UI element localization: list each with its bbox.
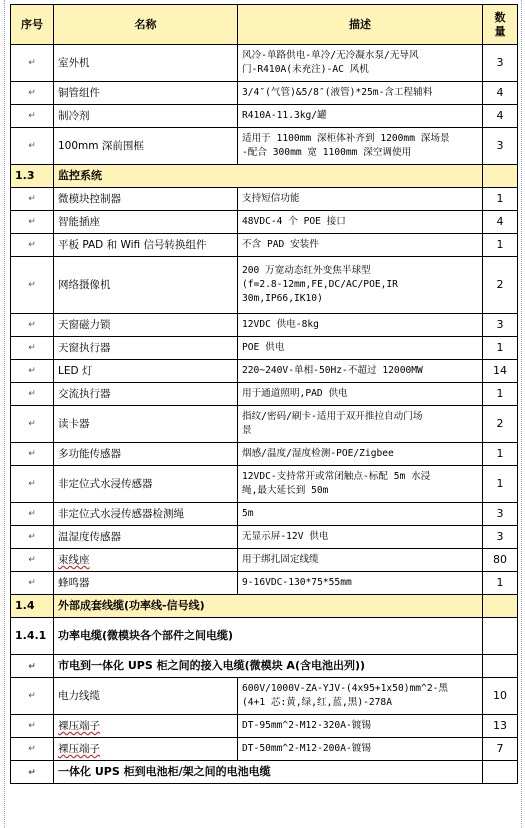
row-index-cell <box>11 549 54 572</box>
item-description-cell <box>238 211 483 234</box>
item-quantity: 13 <box>493 719 507 732</box>
item-name-cell <box>54 188 238 211</box>
row-return-mark: ↵ <box>28 320 36 330</box>
description-line: -配合 300mm 宽 1100mm 深空调使用 <box>242 147 412 158</box>
row-return-mark: ↵ <box>28 88 36 98</box>
item-name-cell <box>54 526 238 549</box>
header-index: 序号 <box>11 5 54 45</box>
item-description-cell <box>238 406 483 443</box>
row-return-mark: ↵ <box>28 240 36 250</box>
item-quantity-cell <box>483 257 518 314</box>
description-line: 9-16VDC-130*75*55mm <box>242 577 352 588</box>
item-quantity-cell <box>483 443 518 466</box>
item-quantity-cell <box>483 549 518 572</box>
right-margin-guide <box>521 0 522 828</box>
item-description-cell <box>238 314 483 337</box>
group-qty-cell <box>483 761 518 784</box>
item-name-cell <box>54 572 238 595</box>
table-row <box>11 188 518 211</box>
item-name: 蜂鸣器 <box>58 577 90 589</box>
item-name: 交流执行器 <box>58 388 111 400</box>
row-return-mark: ↵ <box>28 343 36 353</box>
item-name-cell <box>54 406 238 443</box>
item-quantity-cell <box>483 466 518 503</box>
header-quantity: 数 量 <box>483 5 518 45</box>
item-name-cell <box>54 549 238 572</box>
description-line: 600V/1000V-ZA-YJV-(4x95+1x50)mm^2-黑 <box>242 683 448 694</box>
item-quantity-cell <box>483 383 518 406</box>
item-description-cell <box>238 383 483 406</box>
item-name: 室外机 <box>58 57 90 69</box>
item-quantity-cell <box>483 337 518 360</box>
item-name: 智能插座 <box>58 216 100 228</box>
item-quantity-cell <box>483 715 518 738</box>
row-index-cell <box>11 257 54 314</box>
row-index-cell <box>11 526 54 549</box>
item-quantity: 3 <box>496 507 504 520</box>
item-name: 天窗执行器 <box>58 342 111 354</box>
item-name: 铜管组件 <box>58 87 100 99</box>
item-quantity: 7 <box>496 742 504 755</box>
section-title-cell <box>54 165 483 188</box>
item-name-cell <box>54 383 238 406</box>
group-qty-cell <box>483 655 518 678</box>
description-line: 用于绑扎固定线缆 <box>242 554 319 565</box>
row-index-cell <box>11 211 54 234</box>
item-name: 平板 PAD 和 Wifi 信号转换组件 <box>58 239 207 251</box>
item-name: 非定位式水浸传感器检测绳 <box>58 508 184 520</box>
description-line: 用于通道照明,PAD 供电 <box>242 388 348 399</box>
item-quantity-cell <box>483 82 518 105</box>
item-name-cell <box>54 738 238 761</box>
description-line: 12VDC 供电-8kg <box>242 319 319 330</box>
description-line: DT-95mm^2-M12-320A-镀锡 <box>242 720 371 731</box>
row-index-cell <box>11 383 54 406</box>
item-name-cell <box>54 360 238 383</box>
row-return-mark: ↵ <box>28 479 36 489</box>
item-name: 束线座 <box>58 554 90 566</box>
item-quantity: 1 <box>496 238 504 251</box>
row-index-cell <box>11 234 54 257</box>
group-title: 市电到一体化 UPS 柜之间的接入电缆(微模块 A(含电池出列)) <box>58 659 366 672</box>
row-index-cell <box>11 738 54 761</box>
row-index-cell <box>11 715 54 738</box>
table-row <box>11 128 518 165</box>
description-line: 48VDC-4 个 POE 接口 <box>242 216 346 227</box>
subsection-qty-cell <box>483 618 518 655</box>
subsection-title: 功率电缆(微模块各个部件之间电缆) <box>58 629 234 642</box>
table-row <box>11 595 518 618</box>
item-quantity: 1 <box>496 387 504 400</box>
description-line: 风冷-单路供电-单冷/无冷凝水泵/无导风 <box>242 50 419 61</box>
table-row <box>11 360 518 383</box>
header-name: 名称 <box>54 5 238 45</box>
table-row <box>11 257 518 314</box>
group-index-cell <box>11 655 54 678</box>
item-name-cell <box>54 466 238 503</box>
item-quantity-cell <box>483 211 518 234</box>
subsection-number: 1.4.1 <box>15 629 47 642</box>
item-quantity: 80 <box>493 553 507 566</box>
row-return-mark: ↵ <box>28 691 36 701</box>
row-return-mark: ↵ <box>28 419 36 429</box>
equipment-table <box>10 4 518 784</box>
row-return-mark: ↵ <box>28 555 36 565</box>
item-quantity: 1 <box>496 447 504 460</box>
description-line: 220~240V-单相-50Hz-不超过 12000MW <box>242 365 423 376</box>
item-quantity-cell <box>483 503 518 526</box>
item-description-cell <box>238 503 483 526</box>
item-quantity: 2 <box>496 417 504 430</box>
description-line: 景 <box>242 425 252 436</box>
item-quantity: 1 <box>496 477 504 490</box>
row-index-cell <box>11 105 54 128</box>
item-description-cell <box>238 337 483 360</box>
item-quantity-cell <box>483 105 518 128</box>
section-title-cell <box>54 595 483 618</box>
item-description-cell <box>238 188 483 211</box>
table-row <box>11 466 518 503</box>
row-return-mark: ↵ <box>28 389 36 399</box>
row-return-mark: ↵ <box>28 141 36 151</box>
table-row <box>11 211 518 234</box>
item-quantity: 4 <box>496 215 504 228</box>
table-row <box>11 715 518 738</box>
row-return-mark: ↵ <box>28 449 36 459</box>
row-index-cell <box>11 443 54 466</box>
table-row <box>11 503 518 526</box>
item-quantity: 1 <box>496 192 504 205</box>
subsection-number-cell <box>11 618 54 655</box>
section-number-cell <box>11 595 54 618</box>
description-line: 烟感/温度/湿度检测-POE/Zigbee <box>242 448 394 459</box>
group-title-cell <box>54 655 483 678</box>
table-row <box>11 314 518 337</box>
description-line: 3/4″(气管)&5/8″(液管)*25m-含工程辅料 <box>242 87 433 98</box>
row-return-mark: ↵ <box>28 578 36 588</box>
item-name-cell <box>54 337 238 360</box>
table-row <box>11 761 518 784</box>
section-qty-cell <box>483 165 518 188</box>
row-return-mark: ↵ <box>28 509 36 519</box>
description-line: (4+1 芯:黄,绿,红,蓝,黑)-278A <box>242 697 392 708</box>
item-name-cell <box>54 503 238 526</box>
table-row <box>11 572 518 595</box>
item-quantity: 4 <box>496 109 504 122</box>
item-quantity: 10 <box>493 689 507 702</box>
description-line: 200 万宽动态红外变焦半球型 <box>242 265 371 276</box>
item-description-cell <box>238 572 483 595</box>
table-row <box>11 383 518 406</box>
section-title: 外部成套线缆(功率线-信号线) <box>58 599 205 612</box>
table-row <box>11 678 518 715</box>
item-quantity-cell <box>483 188 518 211</box>
item-quantity-cell <box>483 314 518 337</box>
section-qty-cell <box>483 595 518 618</box>
section-number: 1.3 <box>15 169 35 182</box>
row-index-cell <box>11 128 54 165</box>
item-description-cell <box>238 45 483 82</box>
table-row <box>11 82 518 105</box>
group-index-cell <box>11 761 54 784</box>
row-index-cell <box>11 337 54 360</box>
item-quantity-cell <box>483 45 518 82</box>
item-name: 裸压端子 <box>58 720 100 732</box>
item-quantity: 1 <box>496 576 504 589</box>
row-index-cell <box>11 406 54 443</box>
row-return-mark: ↵ <box>28 111 36 121</box>
item-quantity: 4 <box>496 86 504 99</box>
item-name-cell <box>54 211 238 234</box>
item-description-cell <box>238 82 483 105</box>
item-quantity: 14 <box>493 364 507 377</box>
description-line: 无显示屏-12V 供电 <box>242 531 329 542</box>
item-quantity-cell <box>483 678 518 715</box>
row-return-mark: ↵ <box>28 194 36 204</box>
table-row <box>11 165 518 188</box>
header-description: 描述 <box>238 5 483 45</box>
item-description-cell <box>238 466 483 503</box>
table-row <box>11 549 518 572</box>
item-name: 制冷剂 <box>58 110 90 122</box>
description-line: 5m <box>242 508 254 519</box>
item-name: 天窗磁力锁 <box>58 319 111 331</box>
item-quantity-cell <box>483 406 518 443</box>
table-row <box>11 406 518 443</box>
description-line: 支持短信功能 <box>242 193 300 204</box>
item-name-cell <box>54 443 238 466</box>
description-line: 门-R410A(未充注)-AC 风机 <box>242 64 369 75</box>
item-name: 电力线缆 <box>58 690 100 702</box>
item-name: 100mm 深前围框 <box>58 140 144 152</box>
row-return-mark: ↵ <box>28 58 36 68</box>
item-quantity: 1 <box>496 341 504 354</box>
item-quantity: 3 <box>496 56 504 69</box>
description-line: 指纹/密码/刷卡-适用于双开推拉自动门场 <box>242 411 423 422</box>
item-description-cell <box>238 715 483 738</box>
item-quantity: 3 <box>496 530 504 543</box>
item-name-cell <box>54 715 238 738</box>
left-margin-guide <box>4 0 5 828</box>
table-row <box>11 526 518 549</box>
row-return-mark: ↵ <box>28 366 36 376</box>
row-index-cell <box>11 466 54 503</box>
table-row <box>11 45 518 82</box>
table-row <box>11 234 518 257</box>
table-row <box>11 337 518 360</box>
group-title-cell <box>54 761 483 784</box>
row-index-cell <box>11 188 54 211</box>
item-name-cell <box>54 234 238 257</box>
description-line: 不含 PAD 安装件 <box>242 239 319 250</box>
row-return-mark: ↵ <box>28 217 36 227</box>
item-name-cell <box>54 45 238 82</box>
section-title: 监控系统 <box>58 169 102 182</box>
row-return-mark: ↵ <box>28 532 36 542</box>
row-index-cell <box>11 503 54 526</box>
item-name: LED 灯 <box>58 365 93 377</box>
item-quantity: 3 <box>496 139 504 152</box>
item-quantity-cell <box>483 234 518 257</box>
table-row <box>11 655 518 678</box>
item-name-cell <box>54 678 238 715</box>
item-name: 裸压端子 <box>58 743 100 755</box>
item-name: 非定位式水浸传感器 <box>58 478 153 490</box>
item-description-cell <box>238 360 483 383</box>
description-line: (f=2.8-12mm,FE,DC/AC/POE,IR <box>242 279 398 290</box>
item-name-cell <box>54 82 238 105</box>
row-index-cell <box>11 314 54 337</box>
item-description-cell <box>238 678 483 715</box>
item-description-cell <box>238 128 483 165</box>
item-name-cell <box>54 314 238 337</box>
row-return-mark: ↵ <box>28 767 36 778</box>
item-name-cell <box>54 257 238 314</box>
item-description-cell <box>238 257 483 314</box>
item-quantity-cell <box>483 738 518 761</box>
item-name: 多功能传感器 <box>58 448 121 460</box>
item-quantity-cell <box>483 128 518 165</box>
row-index-cell <box>11 360 54 383</box>
table-row <box>11 443 518 466</box>
description-line: DT-50mm^2-M12-200A-镀锡 <box>242 743 371 754</box>
row-return-mark: ↵ <box>28 744 36 754</box>
item-description-cell <box>238 526 483 549</box>
row-return-mark: ↵ <box>28 721 36 731</box>
subsection-title-cell <box>54 618 483 655</box>
row-index-cell <box>11 572 54 595</box>
item-quantity: 3 <box>496 318 504 331</box>
item-name: 读卡器 <box>58 418 90 430</box>
description-line: 30m,IP66,IK10) <box>242 293 323 304</box>
table-body <box>11 45 518 784</box>
table-header-row <box>11 5 518 45</box>
item-quantity: 2 <box>496 278 504 291</box>
item-description-cell <box>238 105 483 128</box>
item-name: 微模块控制器 <box>58 193 121 205</box>
item-description-cell <box>238 443 483 466</box>
row-index-cell <box>11 678 54 715</box>
item-description-cell <box>238 549 483 572</box>
description-line: 绳,最大延长到 50m <box>242 485 329 496</box>
item-description-cell <box>238 234 483 257</box>
item-quantity-cell <box>483 360 518 383</box>
item-name: 温湿度传感器 <box>58 531 121 543</box>
description-line: POE 供电 <box>242 342 285 353</box>
description-line: R410A-11.3kg/罐 <box>242 110 327 121</box>
row-index-cell <box>11 82 54 105</box>
description-line: 12VDC-支持常开或常闭触点-标配 5m 水浸 <box>242 471 431 482</box>
row-return-mark: ↵ <box>28 661 36 672</box>
item-description-cell <box>238 738 483 761</box>
section-number-cell <box>11 165 54 188</box>
description-line: 适用于 1100mm 深柜体补齐到 1200mm 深场景 <box>242 133 450 144</box>
row-return-mark: ↵ <box>28 280 36 290</box>
table-row <box>11 105 518 128</box>
item-name-cell <box>54 128 238 165</box>
item-name-cell <box>54 105 238 128</box>
item-name: 网络摄像机 <box>58 279 111 291</box>
group-title: 一体化 UPS 柜到电池柜/架之间的电池电缆 <box>58 765 271 778</box>
table-row <box>11 738 518 761</box>
item-quantity-cell <box>483 526 518 549</box>
item-quantity-cell <box>483 572 518 595</box>
row-index-cell <box>11 45 54 82</box>
table-row <box>11 618 518 655</box>
section-number: 1.4 <box>15 599 35 612</box>
